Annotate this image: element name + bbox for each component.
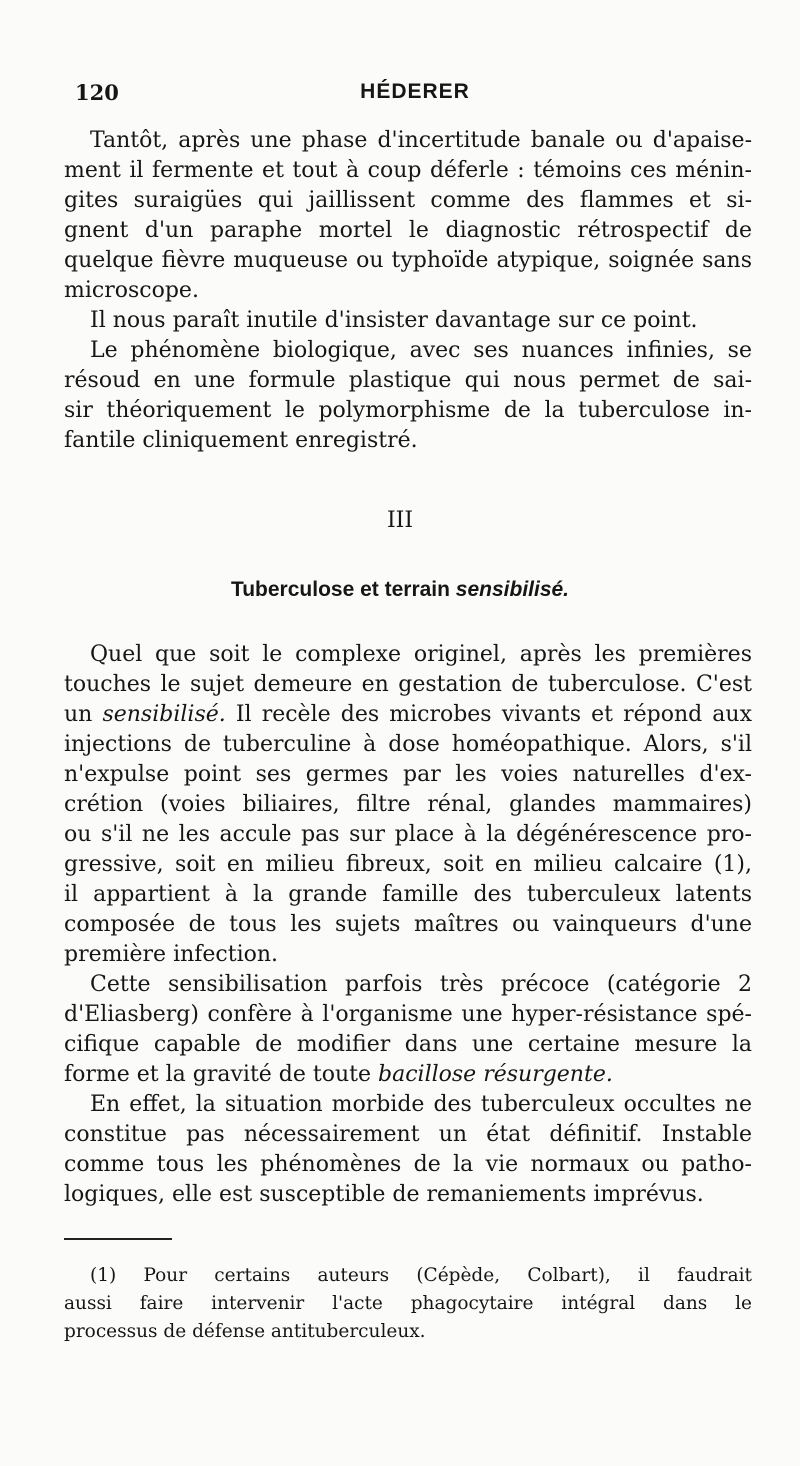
footnotes bbox=[64, 1262, 752, 1346]
text-line: un sensibilisé. Il recèle des microbes vivants et répond aux bbox=[64, 702, 752, 727]
text-line: Il nous paraît inutile d'insister davantage sur ce point. bbox=[90, 308, 698, 333]
top-text-block bbox=[64, 126, 752, 456]
text-line: n'expulse point ses germes par les voies naturelles d'ex- bbox=[64, 762, 752, 787]
footnote-line: (1) Pour certains auteurs (Cépède, Colbart), il faudrait bbox=[90, 1265, 752, 1286]
running-title: HÉDERER bbox=[360, 80, 470, 103]
footnote-line: processus de défense antituberculeux. bbox=[64, 1321, 426, 1342]
text-line: touches le sujet demeure en gestation de tuberculose. C'est bbox=[64, 672, 752, 697]
text-line: injections de tuberculine à dose homéopathique. Alors, s'il bbox=[64, 732, 752, 757]
text-line: Le phénomène biologique, avec ses nuances infinies, se bbox=[90, 338, 752, 363]
text-line: fantile cliniquement enregistré. bbox=[64, 428, 418, 453]
text-line: gnent d'un paraphe mortel le diagnostic rétrospectif de bbox=[64, 218, 752, 243]
text-line: logiques, elle est susceptible de remaniements imprévus. bbox=[64, 1182, 704, 1207]
text-line: ment il fermente et tout à coup déferle : témoins ces ménin- bbox=[64, 158, 752, 183]
text-line: constitue pas nécessairement un état définitif. Instable bbox=[64, 1122, 752, 1147]
text-line: quelque fièvre muqueuse ou typhoïde atypique, soignée sans bbox=[64, 248, 752, 273]
paragraph bbox=[64, 970, 752, 1090]
bottom-text-block bbox=[64, 640, 752, 1210]
section-title: Tuberculose et terrain sensibilisé. bbox=[230, 578, 570, 601]
text-line: gites suraigües qui jaillissent comme des flammes et si- bbox=[64, 188, 752, 213]
text-line: cifique capable de modifier dans une certaine mesure la bbox=[64, 1032, 752, 1057]
text-line: il appartient à la grande famille des tuberculeux latents bbox=[64, 882, 752, 907]
text-line: microscope. bbox=[64, 278, 199, 303]
paragraph bbox=[64, 306, 752, 336]
text-line: crétion (voies biliaires, filtre rénal, glandes mammaires) bbox=[64, 792, 752, 817]
paragraph bbox=[64, 126, 752, 306]
section-numeral: III bbox=[386, 508, 414, 533]
text-line: comme tous les phénomènes de la vie normaux ou patho- bbox=[64, 1152, 752, 1177]
text-line: forme et la gravité de toute bacillose résurgente. bbox=[64, 1062, 613, 1087]
paragraph bbox=[64, 640, 752, 970]
page-number: 120 bbox=[75, 80, 119, 105]
paragraph bbox=[64, 1090, 752, 1210]
text-line: gressive, soit en milieu fibreux, soit en milieu calcaire (1), bbox=[64, 852, 752, 877]
paragraph bbox=[64, 336, 752, 456]
text-line: Cette sensibilisation parfois très précoce (catégorie 2 bbox=[90, 972, 752, 997]
text-line: première infection. bbox=[64, 942, 279, 967]
text-line: ou s'il ne les accule pas sur place à la dégénérescence pro- bbox=[64, 822, 752, 847]
text-line: résoud en une formule plastique qui nous permet de sai- bbox=[64, 368, 752, 393]
page-header bbox=[75, 80, 755, 114]
footnote-separator bbox=[64, 1238, 172, 1240]
text-line: Tantôt, après une phase d'incertitude banale ou d'apaise- bbox=[90, 128, 752, 153]
text-line: composée de tous les sujets maîtres ou vainqueurs d'une bbox=[64, 912, 752, 937]
footnote-line: aussi faire intervenir l'acte phagocytaire intégral dans le bbox=[64, 1293, 752, 1314]
text-line: sir théoriquement le polymorphisme de la tuberculose in- bbox=[64, 398, 752, 423]
text-line: d'Eliasberg) confère à l'organisme une hyper-résistance spé- bbox=[64, 1002, 752, 1027]
text-line: Quel que soit le complexe originel, après les premières bbox=[90, 642, 752, 667]
text-line: En effet, la situation morbide des tuberculeux occultes ne bbox=[90, 1092, 752, 1117]
